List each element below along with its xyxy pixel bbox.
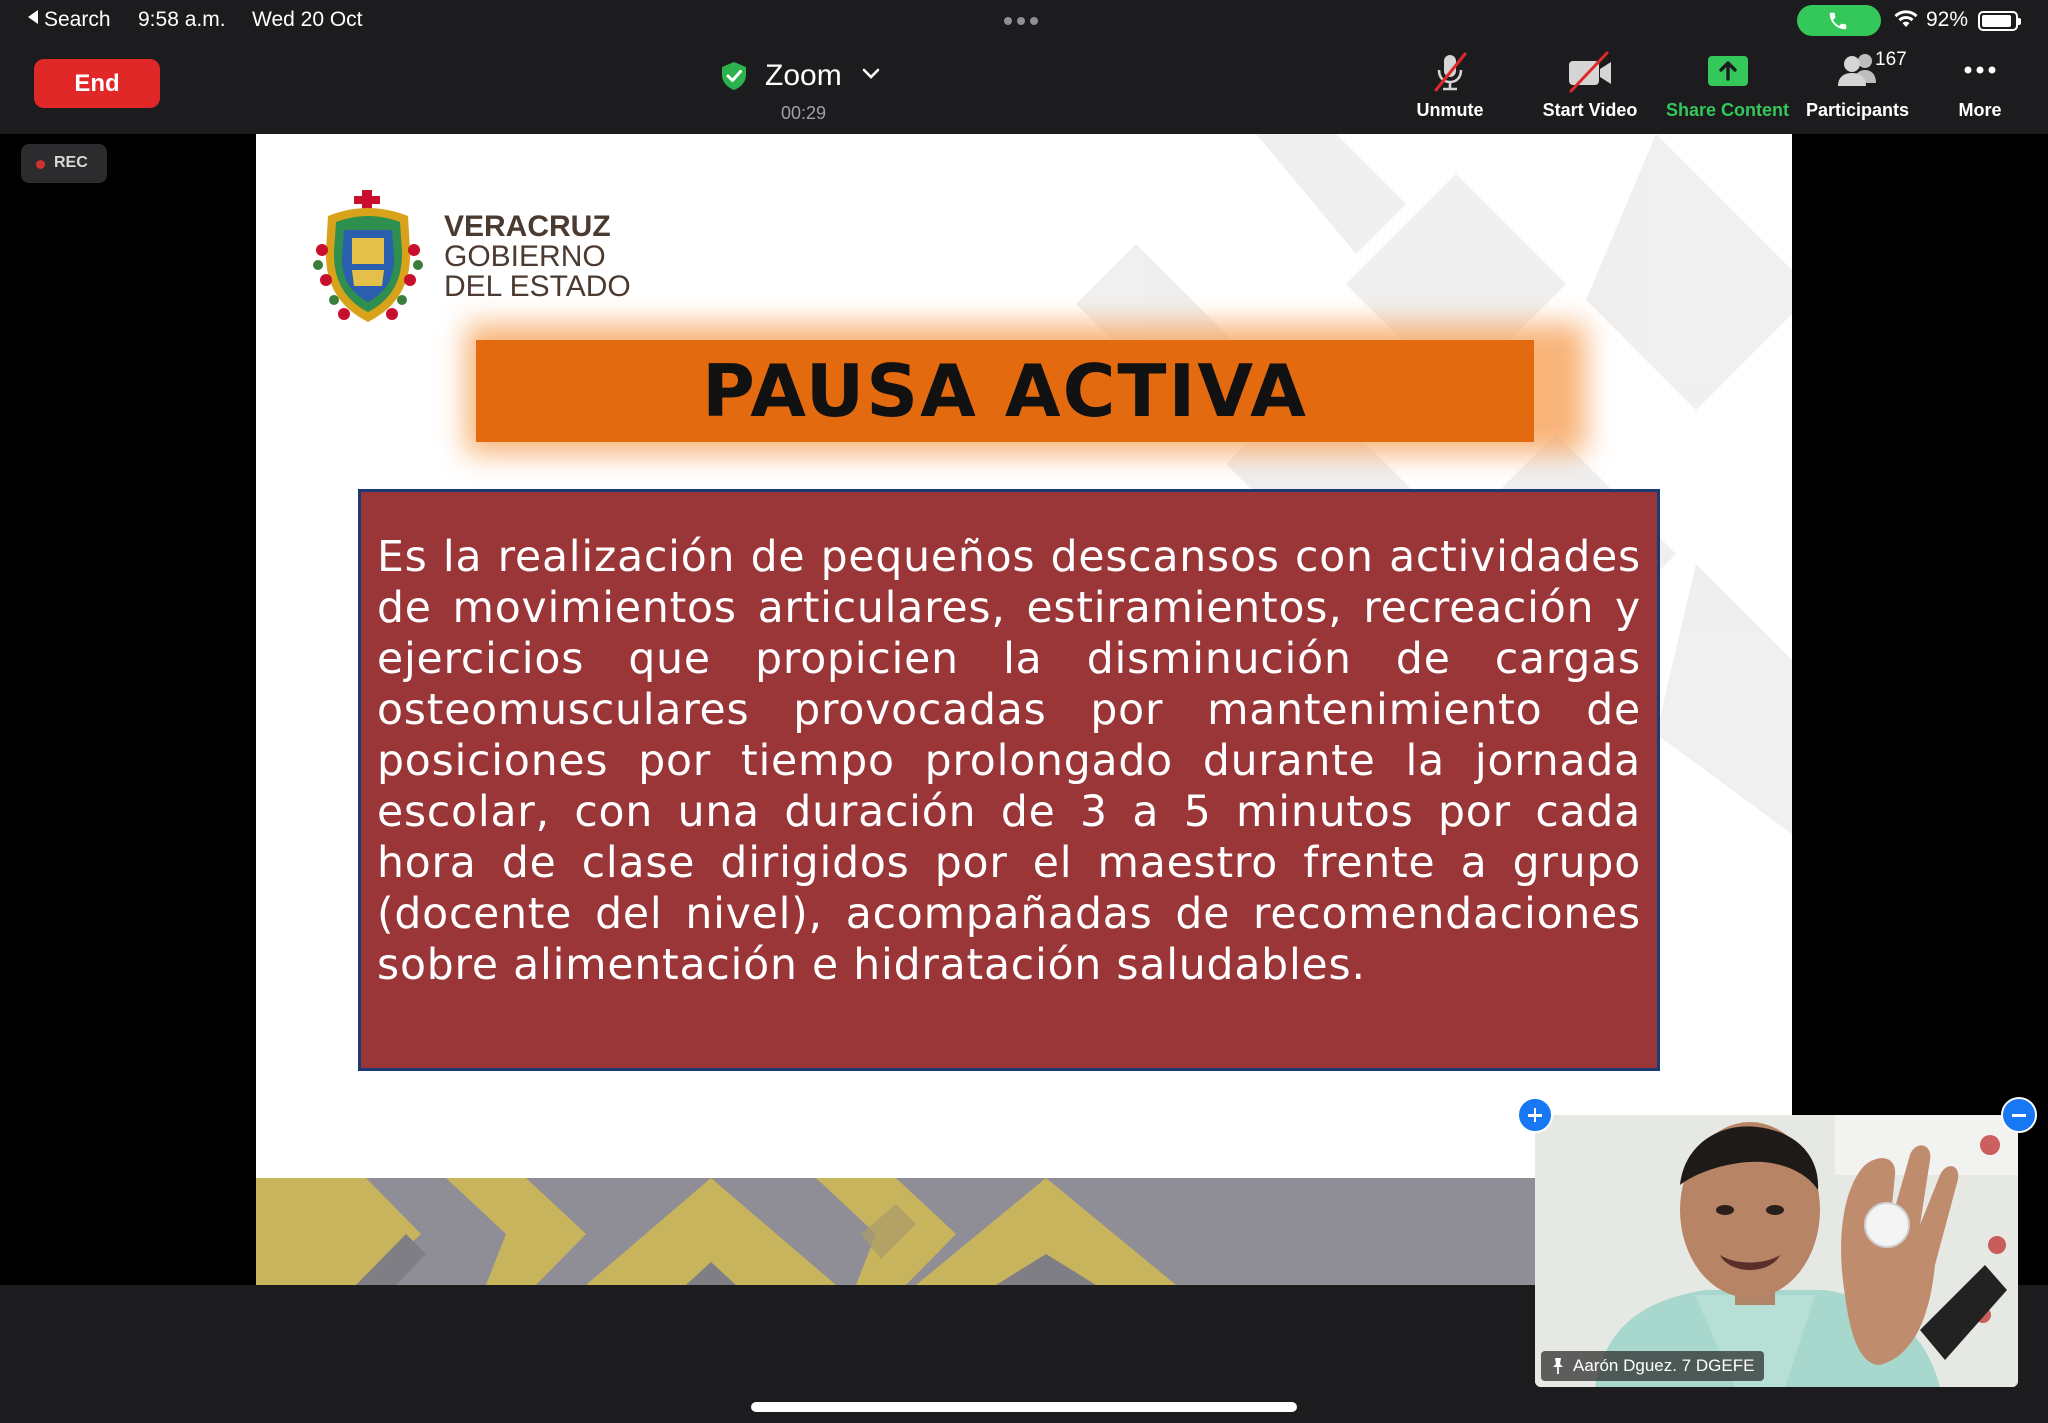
share-content-label: Share Content bbox=[1665, 100, 1789, 120]
start-video-label: Start Video bbox=[1542, 100, 1638, 120]
microphone-muted-icon bbox=[1428, 50, 1472, 94]
participant-video-frame bbox=[1535, 1115, 2018, 1387]
back-arrow-icon bbox=[28, 10, 38, 24]
wifi-icon bbox=[1893, 9, 1919, 29]
participants-count: 167 bbox=[1875, 49, 1907, 70]
end-meeting-button[interactable]: End bbox=[34, 59, 160, 108]
active-call-pill[interactable] bbox=[1797, 5, 1881, 36]
participant-name-tag bbox=[1541, 1351, 1764, 1381]
unmute-label: Unmute bbox=[1416, 100, 1484, 120]
unmute-button[interactable] bbox=[1400, 50, 1500, 130]
org-line-2: GOBIERNO bbox=[444, 240, 606, 273]
participant-name: Aarón Dguez. 7 DGEFE bbox=[1573, 1356, 1755, 1375]
video-camera-off-icon bbox=[1565, 50, 1615, 94]
definition-box bbox=[358, 489, 1660, 1071]
meeting-timer: 00:29 bbox=[781, 103, 827, 123]
veracruz-coat-of-arms-logo bbox=[308, 190, 428, 330]
start-video-button[interactable] bbox=[1530, 50, 1650, 130]
status-bar bbox=[0, 0, 2048, 42]
home-indicator[interactable] bbox=[751, 1402, 1297, 1412]
back-label: Search bbox=[44, 8, 111, 31]
share-arrow-up-icon bbox=[1706, 50, 1750, 90]
meeting-toolbar bbox=[0, 42, 2048, 134]
participants-label: Participants bbox=[1805, 100, 1910, 120]
recording-dot-icon bbox=[36, 160, 45, 169]
shared-screen-slide bbox=[256, 134, 1792, 1285]
expand-video-plus-icon[interactable] bbox=[1517, 1097, 1553, 1133]
definition-text: Es la realización de pequeños descansos con actividades de movimientos articulares, estiramientos, recreación y ejercicios que propicien la disminución de cargas osteomusculares provocadas por mantenimiento de posiciones por tiempo prolongado durante la jornada escolar, con una duración de 3 a 5 minutos por cada hora de clase dirigidos por el maestro frente a grupo (docente del nivel), acompañadas de recomendaciones sobre alimentación e hidratación saludables. bbox=[377, 533, 1641, 990]
slide-title: PAUSA ACTIVA bbox=[702, 349, 1308, 433]
recording-label: REC bbox=[54, 154, 88, 171]
battery-icon bbox=[1978, 11, 2018, 31]
pin-icon bbox=[1550, 1357, 1566, 1375]
back-to-search[interactable] bbox=[28, 8, 111, 32]
minimize-video-minus-icon[interactable] bbox=[2001, 1097, 2037, 1133]
clock: 9:58 a.m. bbox=[138, 8, 226, 31]
more-button[interactable] bbox=[1940, 50, 2020, 130]
date: Wed 20 Oct bbox=[252, 8, 363, 31]
more-label: More bbox=[1958, 100, 2002, 120]
recording-indicator[interactable] bbox=[21, 144, 107, 183]
share-content-button[interactable] bbox=[1660, 50, 1795, 130]
slide-title-banner bbox=[476, 340, 1534, 442]
chevron-down-icon bbox=[862, 68, 880, 80]
more-dots-icon bbox=[1958, 50, 2002, 90]
encryption-shield-icon bbox=[720, 61, 748, 91]
org-line-3: DEL ESTADO bbox=[444, 270, 631, 303]
meeting-title: Zoom bbox=[765, 59, 842, 92]
self-view-video[interactable] bbox=[1535, 1115, 2018, 1387]
government-wordmark bbox=[444, 212, 631, 302]
battery-percent: 92% bbox=[1926, 8, 1969, 31]
multitasking-dots-icon[interactable] bbox=[1004, 17, 1044, 25]
org-line-1: VERACRUZ bbox=[444, 210, 611, 243]
phone-icon bbox=[1827, 10, 1849, 32]
